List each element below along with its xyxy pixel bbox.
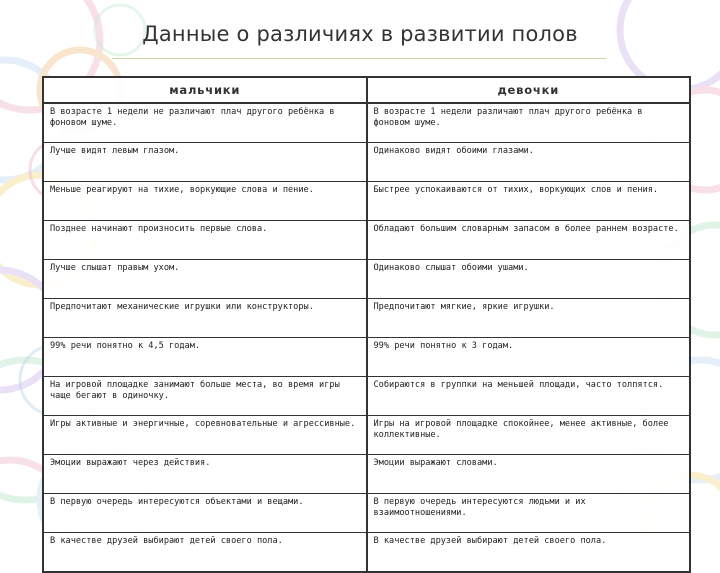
cell-girls: Одинаково видят обоими глазами. (367, 143, 691, 182)
cell-girls: Эмоции выражают словами. (367, 455, 691, 494)
cell-girls: В качестве друзей выбирают детей своего пола. (367, 533, 691, 573)
table-row (43, 103, 690, 143)
cell-girls: Одинаково слышат обоими ушами. (367, 260, 691, 299)
cell-boys: Игры активные и энергичные, соревновательные и агрессивные. (43, 416, 367, 455)
table-row (43, 533, 690, 573)
cell-boys: В первую очередь интересуются объектами и вещами. (43, 494, 367, 533)
table-row (43, 221, 690, 260)
title-underline (112, 58, 606, 59)
cell-boys: В качестве друзей выбирают детей своего пола. (43, 533, 367, 573)
cell-boys: Лучше слышат правым ухом. (43, 260, 367, 299)
table-header-row (43, 77, 690, 103)
cell-boys: Эмоции выражают через действия. (43, 455, 367, 494)
table-row (43, 338, 690, 377)
cell-girls: В возрасте 1 недели различают плач другого ребёнка в фоновом шуме. (367, 103, 691, 143)
cell-girls: Быстрее успокаиваются от тихих, воркующих слов и пения. (367, 182, 691, 221)
table-row (43, 494, 690, 533)
cell-girls: Обладают большим словарным запасом в более раннем возрасте. (367, 221, 691, 260)
cell-girls: В первую очередь интересуются людьми и их взаимоотношениями. (367, 494, 691, 533)
table-row (43, 377, 690, 416)
header-girls: девочки (367, 77, 691, 103)
table-row (43, 260, 690, 299)
cell-boys: Позднее начинают произносить первые слова. (43, 221, 367, 260)
cell-girls: Предпочитают мягкие, яркие игрушки. (367, 299, 691, 338)
table-row (43, 299, 690, 338)
table-row (43, 416, 690, 455)
cell-boys: Лучше видят левым глазом. (43, 143, 367, 182)
page-title: Данные о различиях в развитии полов (142, 22, 578, 46)
cell-boys: В возрасте 1 недели не различают плач другого ребёнка в фоновом шуме. (43, 103, 367, 143)
cell-girls: Собираются в группки на меньшей площади, часто толпятся. (367, 377, 691, 416)
cell-boys: 99% речи понятно к 4,5 годам. (43, 338, 367, 377)
table-row (43, 182, 690, 221)
cell-boys: На игровой площадке занимают больше места, во время игры чаще бегают в одиночку. (43, 377, 367, 416)
comparison-table (42, 76, 691, 573)
cell-girls: Игры на игровой площадке спокойнее, менее активные, более коллективные. (367, 416, 691, 455)
cell-boys: Предпочитают механические игрушки или конструкторы. (43, 299, 367, 338)
header-boys: мальчики (43, 77, 367, 103)
table-row (43, 143, 690, 182)
cell-boys: Меньше реагируют на тихие, воркующие слова и пение. (43, 182, 367, 221)
table-row (43, 455, 690, 494)
cell-girls: 99% речи понятно к 3 годам. (367, 338, 691, 377)
